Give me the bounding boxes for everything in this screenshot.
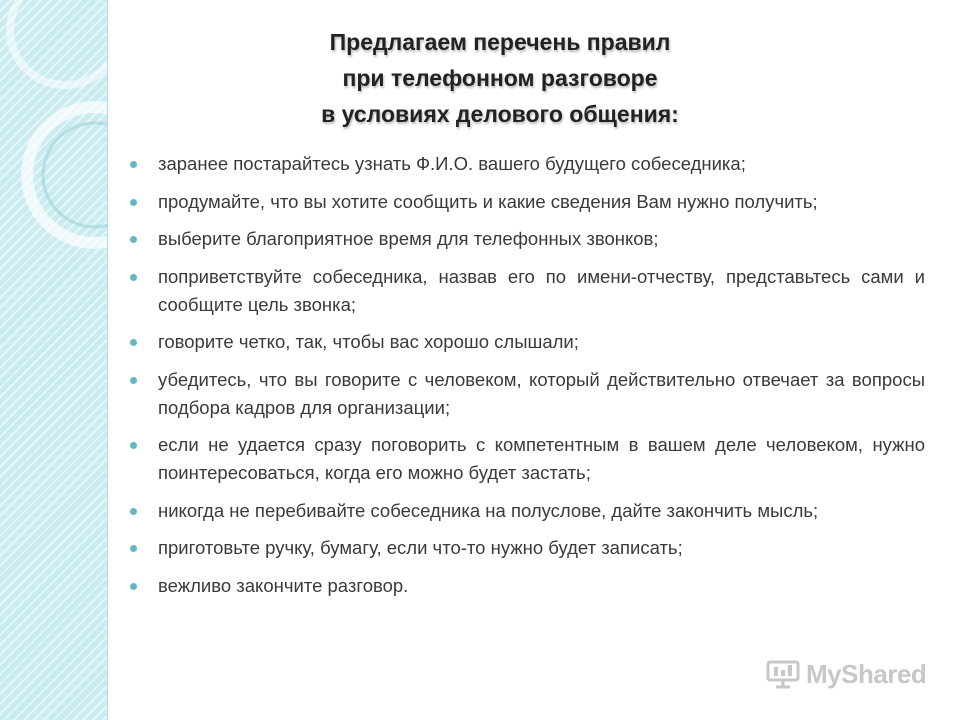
list-item: [130, 431, 925, 487]
list-item: [130, 328, 925, 356]
watermark-text: MyShared: [806, 658, 927, 689]
list-item: [130, 225, 925, 253]
bullet-icon: [130, 339, 137, 346]
bullet-icon: [130, 199, 137, 206]
decorative-side-band: [0, 0, 108, 720]
slide-title: [200, 24, 800, 132]
title-line: при телефонном разговоре: [342, 65, 658, 91]
title-line: Предлагаем перечень правил: [329, 29, 671, 55]
list-item: [130, 366, 925, 422]
list-item-text: убедитесь, что вы говорите с человеком, который действительно отвечает за вопросы подбора кадров для организации;: [158, 368, 925, 418]
list-item: [130, 150, 925, 178]
bullet-icon: [130, 508, 137, 515]
rules-list: [130, 150, 925, 609]
bullet-icon: [130, 583, 137, 590]
list-item: [130, 534, 925, 562]
list-item-text: вежливо закончите разговор.: [158, 574, 409, 596]
title-line: в условиях делового общения:: [321, 101, 679, 127]
bullet-icon: [130, 161, 137, 168]
list-item: [130, 263, 925, 319]
bullet-icon: [130, 236, 137, 243]
bullet-icon: [130, 377, 137, 384]
bullet-icon: [130, 274, 137, 281]
projector-icon: [766, 659, 800, 689]
decorative-circles: [0, 0, 108, 720]
list-item: [130, 497, 925, 525]
list-item-text: говорите четко, так, чтобы вас хорошо слышали;: [158, 331, 579, 352]
bullet-icon: [130, 442, 137, 449]
list-item-text: никогда не перебивайте собеседника на полуслове, дайте закончить мысль;: [158, 499, 819, 521]
list-item: [130, 572, 925, 600]
list-item-text: если не удается сразу поговорить с компетентным в вашем деле человеком, нужно поинтересоваться, когда его можно будет застать;: [158, 434, 925, 483]
list-item-text: выберите благоприятное время для телефонных звонков;: [158, 228, 659, 249]
list-item-text: продумайте, что вы хотите сообщить и какие сведения Вам нужно получить;: [158, 190, 818, 212]
list-item-text: заранее постарайтесь узнать Ф.И.О. вашего будущего собеседника;: [158, 153, 746, 174]
list-item-text: приготовьте ручку, бумагу, если что-то нужно будет записать;: [158, 537, 683, 558]
list-item: [130, 188, 925, 216]
watermark: [766, 657, 926, 691]
list-item-text: поприветствуйте собеседника, назвав его по имени-отчеству, представьтесь сами и сообщите цель звонка;: [158, 265, 925, 315]
bullet-icon: [130, 545, 137, 552]
